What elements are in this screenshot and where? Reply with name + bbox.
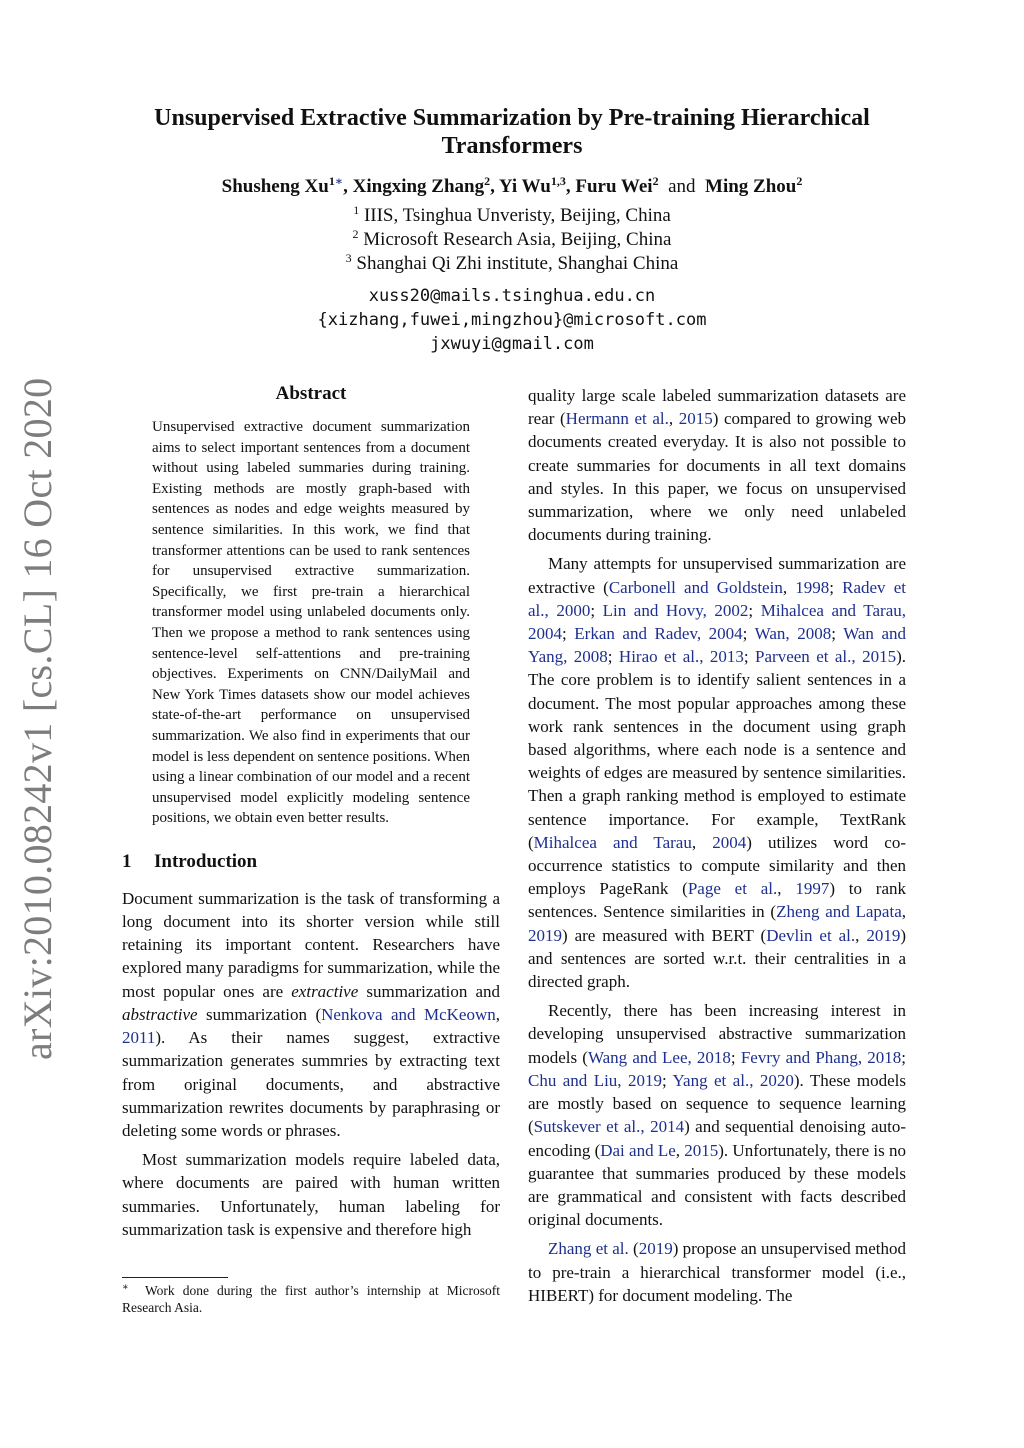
citation-link[interactable]: 2019	[528, 925, 562, 945]
citation-link[interactable]: 1997	[795, 879, 830, 899]
citation-link[interactable]: Devlin et al.	[766, 925, 856, 945]
emphasis: abstractive	[122, 1004, 198, 1024]
citation-link[interactable]: Parveen et al., 2015	[755, 647, 897, 667]
citation-link[interactable]: Hermann et al.	[565, 409, 669, 429]
section-title: Introduction	[154, 850, 258, 872]
body-paragraph: Recently, there has been increasing interest in developing unsupervised abstractive summarization models (Wang and Lee, 2018; Fevry and Phang, 2018; Chu and Liu, 2019; Yang et al., 2020). These models are mostly based on sequence to sequence learning (Sutskever et al., 2014) and sequential denoising auto-encoding (Dai and Le, 2015). Unfortunately, there is no guarantee that summaries produced by these models are grammatical and consistent with facts described original documents.	[528, 1001, 906, 1230]
citation-link[interactable]: 2011	[122, 1028, 156, 1048]
email-list	[0, 284, 1024, 356]
citation-link[interactable]: Wang and Lee, 2018	[587, 1047, 731, 1067]
author-affil-mark: 2	[484, 174, 491, 188]
affiliation-list	[0, 204, 1024, 276]
section-number: 1	[122, 850, 132, 872]
citation-link[interactable]: Carbonell and Goldstein	[608, 577, 783, 597]
citation-link[interactable]: Fevry and Phang, 2018	[740, 1047, 902, 1067]
citation-link[interactable]: Chu and Liu, 2019	[528, 1070, 662, 1090]
footnote	[122, 1282, 500, 1316]
affiliation	[0, 228, 1024, 252]
citation-link[interactable]: 2019	[638, 1239, 673, 1259]
citation-link[interactable]: 1998	[795, 577, 830, 597]
citation-link[interactable]: Wan, 2008	[754, 624, 832, 644]
author-affil-mark: 1	[328, 174, 335, 188]
affiliation-text: Microsoft Research Asia, Beijing, China	[363, 229, 672, 250]
affiliation-text: IIIS, Tsinghua Unveristy, Beijing, China	[363, 205, 671, 226]
author-affil-mark: 1,3	[550, 174, 566, 188]
citation-link[interactable]: Mihalcea and Tarau, 2004	[528, 600, 907, 644]
citation-link[interactable]: Yang et al., 2020	[672, 1070, 794, 1090]
citation-link[interactable]: Zheng and Lapata	[776, 902, 902, 922]
title-line-2: Transformers	[441, 133, 583, 159]
citation-link[interactable]: 2015	[684, 1140, 719, 1160]
citation-link[interactable]: Nenkova and McKeown	[321, 1004, 496, 1024]
citation-link[interactable]: Page et al.	[687, 879, 778, 899]
body-paragraph: quality large scale labeled summarization datasets are rear (Hermann et al., 2015) compared to growing web documents created everyday. It is also not possible to create summaries for documents in all text domains and styles. In this paper, we focus on unsupervised summarization, where we only need unlabeled documents during training.	[528, 386, 907, 545]
citation-link[interactable]: Sutskever et al., 2014	[533, 1117, 685, 1137]
citation-link[interactable]: Wan and Yang, 2008	[528, 624, 907, 667]
citation-link[interactable]: Dai and Le	[600, 1140, 676, 1160]
citation-link[interactable]: Hirao et al., 2013	[618, 647, 744, 667]
abstract-text: Unsupervised extractive document summarization aims to select important sentences from a document without using labeled summaries during training. Existing methods are mostly graph-based with sentences as nodes and edge weights measured by sentence similarities. In this work, we find that transformer attentions can be used to rank sentences for unsupervised extractive summarization. Specifically, we first pre-train a hierarchical transformer model using unlabeled documents only. Then we propose a method to rank sentences using sentence-level self-attentions and pre-training objectives. Experiments on CNN/DailyMail and New York Times datasets show our model achieves state-of-the-art performance on unsupervised summarization. We also find in experiments that our model is less dependent on sentence positions. When using a linear combination of our model and a recent unsupervised model explicitly modeling sentence positions, we obtain even better results.	[152, 419, 470, 827]
author-name: Shusheng Xu	[221, 176, 329, 197]
body-paragraph: Most summarization models require labeled data, where documents are paired with human written summaries. Unfortunately, human labeling for summarization task is expensive and therefore high	[122, 1150, 500, 1239]
body-paragraph: Document summarization is the task of transforming a long document into its shorter version while still retaining its important content. Researchers have explored many paradigms for summarization, while the most popular ones are extractive summarization and abstractive summarization (Nenkova and McKeown, 2011). As their names suggest, extractive summarization generates summries by extracting text from original documents, and abstractive summarization rewrites documents by paraphrasing or deleting some words or phrases.	[122, 888, 501, 1140]
right-column	[528, 384, 906, 1307]
author-name: Yi Wu	[498, 176, 551, 197]
body-paragraph: Zhang et al. (2019) propose an unsupervised method to pre-train a hierarchical transformer model (i.e., HIBERT) for document modeling. The	[528, 1239, 907, 1305]
section-heading	[122, 851, 500, 873]
author-name: Ming Zhou	[705, 176, 797, 197]
citation-link[interactable]: Zhang et al.	[548, 1239, 629, 1259]
author-list: Shusheng $Xu^{1∗}$, Xingxing Zhang$^2$, Yi Wu$^{1,3}$, Furu Wei$^2$ and Ming Zhou$^2$	[221, 174, 803, 197]
emphasis: extractive	[291, 981, 359, 1001]
author-affil-mark: 2	[796, 174, 803, 188]
footnote-mark: ∗	[122, 1282, 129, 1293]
author-name: Furu Wei	[575, 176, 653, 197]
email: {xizhang,fuwei,mingzhou}@microsoft.com	[317, 310, 707, 330]
footnote-rule	[122, 1277, 228, 1278]
citation-link[interactable]: Lin and Hovy, 2002	[602, 600, 749, 620]
author-affil-mark: 2	[652, 174, 659, 188]
email: jxwuyi@gmail.com	[430, 334, 594, 354]
citation-link[interactable]: Mihalcea and Tarau	[533, 832, 692, 852]
abstract-heading: Abstract	[275, 383, 347, 404]
arxiv-stamp: arXiv:2010.08242v1 [cs.CL] 16 Oct 2020	[15, 377, 60, 1060]
title-line-1: Unsupervised Extractive Summarization by Pre-training Hierarchical	[154, 105, 870, 131]
citation-link[interactable]: 2015	[678, 409, 713, 429]
body-paragraph: Many attempts for unsupervised summarization are extractive (Carbonell and Goldstein, 1998; Radev et al., 2000; Lin and Hovy, 2002; Mihalcea and Tarau, 2004; Erkan and Radev, 2004; Wan, 2008; Wan and Yang, 2008; Hirao et al., 2013; Parveen et al., 2015). The core problem is to identify salient sentences in a document. The most popular approaches among these work rank sentences in the document using graph based algorithms, where each node is a sentence and weights of edges are measured by sentence similarities. Then a graph ranking method is employed to estimate sentence importance. For example, TextRank (Mihalcea and Tarau, 2004) utilizes word co-occurrence statistics to compute similarity and then employs PageRank (Page et al., 1997) to rank sentences. Sentence similarities in (Zheng and Lapata, 2019) are measured with BERT (Devlin et al., 2019) and sentences are sorted w.r.t. their centralities in a directed graph.	[528, 554, 907, 992]
citation-link[interactable]: Radev et al., 2000	[528, 577, 906, 620]
affiliation-mark: 2	[352, 227, 359, 241]
email: xuss20@mails.tsinghua.edu.cn	[368, 286, 656, 306]
affiliation-mark: 1	[353, 203, 360, 217]
footnote-link[interactable]: ∗	[334, 174, 344, 188]
footnote-text: Work done during the first author’s internship at Microsoft Research Asia.	[122, 1283, 500, 1315]
affiliation	[0, 252, 1024, 276]
author-conjunction: and	[668, 176, 696, 197]
paper-title	[0, 104, 1024, 160]
affiliation-mark: 3	[345, 251, 352, 265]
paper-header	[0, 104, 1024, 356]
affiliation	[0, 204, 1024, 228]
author-name: Xingxing Zhang	[352, 176, 485, 197]
left-column	[122, 380, 500, 1241]
citation-link[interactable]: 2004	[712, 832, 747, 852]
citation-link[interactable]: 2019	[866, 925, 901, 945]
affiliation-text: Shanghai Qi Zhi institute, Shanghai China	[356, 253, 679, 274]
citation-link[interactable]: Erkan and Radev, 2004	[574, 624, 743, 644]
